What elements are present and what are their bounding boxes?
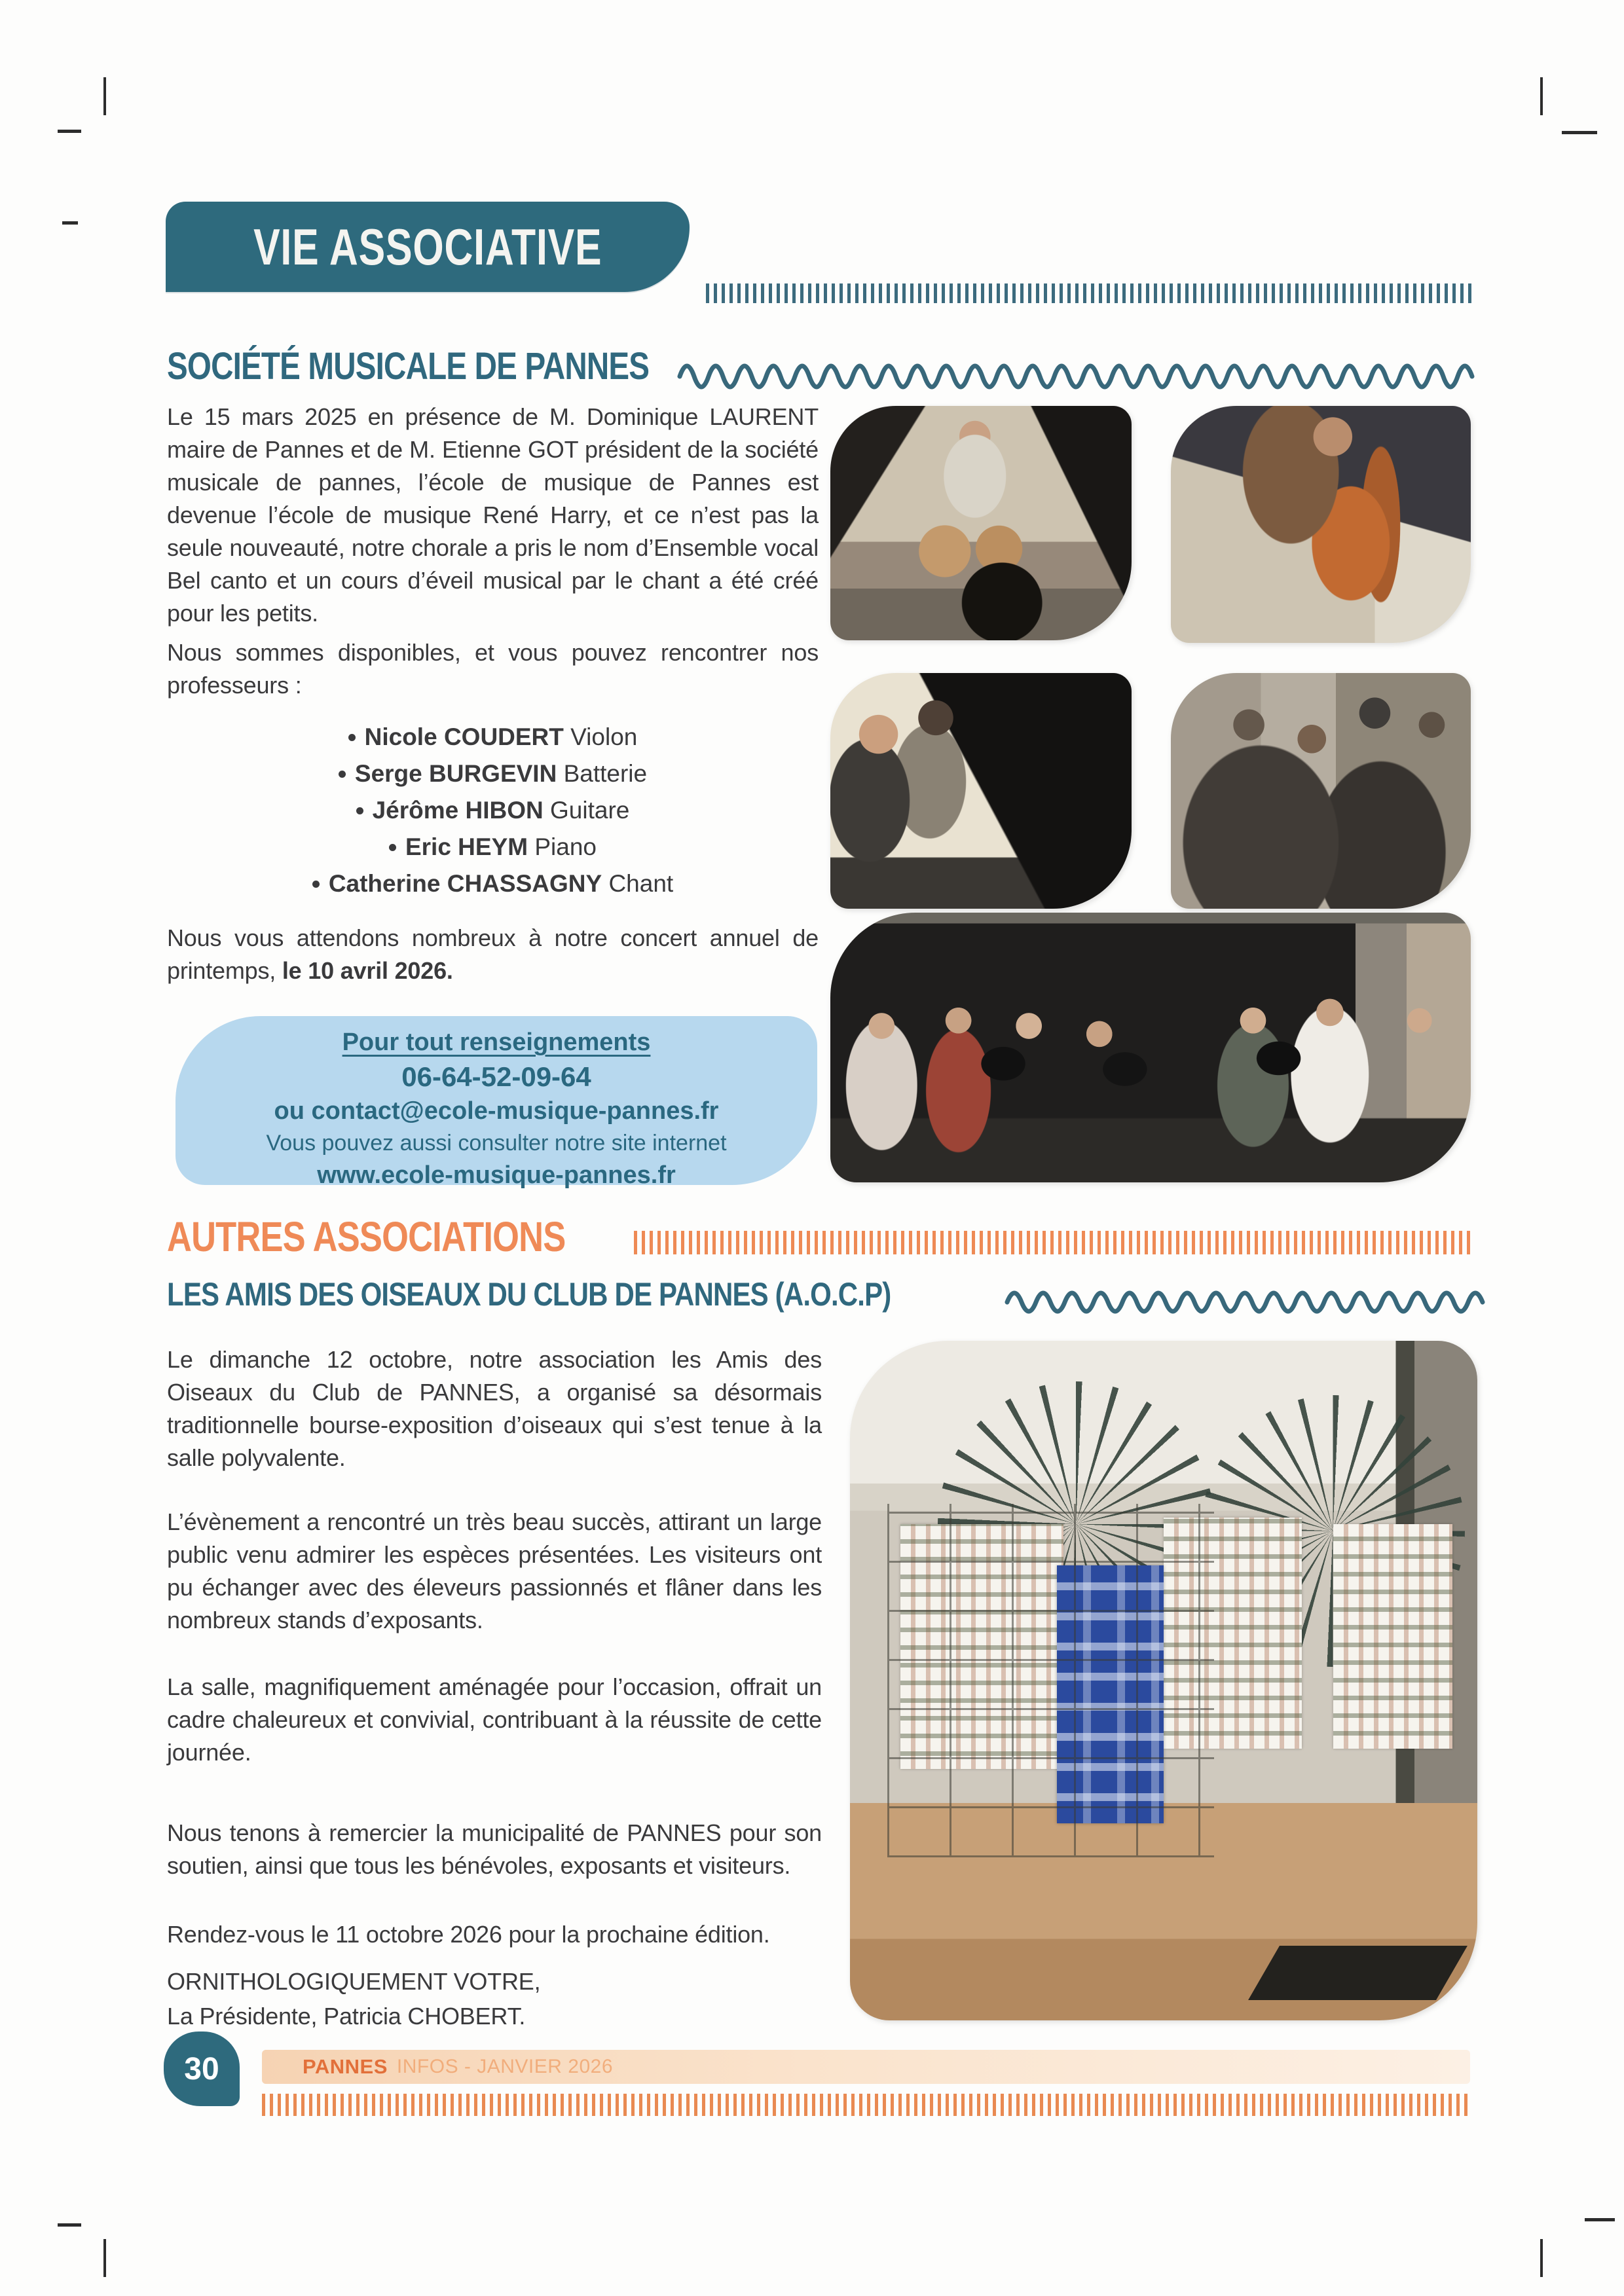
professor-instrument: Piano <box>534 833 597 860</box>
heading-amis-oiseaux-text: LES AMIS DES OISEAUX DU CLUB DE PANNES (A.O.C.P) <box>167 1276 891 1313</box>
oiseaux-paragraph-4: Nous tenons à remercier la municipalité de PANNES pour son soutien, ainsi que tous les bénévoles, exposants et visiteurs. <box>167 1819 822 1879</box>
professor-name: Jérôme HIBON <box>372 797 544 824</box>
photo-piano-lesson <box>830 673 1132 909</box>
heading-autres-associations-text: AUTRES ASSOCIATIONS <box>167 1213 566 1260</box>
bullet-dot-icon <box>339 771 346 778</box>
professor-name: Catherine CHASSAGNY <box>328 870 602 897</box>
professor-instrument: Violon <box>570 723 638 750</box>
crop-mark-top-right-dash <box>1562 131 1597 134</box>
crop-mark-top-left-dash <box>58 130 81 133</box>
musique-paragraph-3 <box>167 922 819 987</box>
professor-instrument: Guitare <box>550 797 630 824</box>
crop-mark-top-right <box>1540 77 1543 115</box>
photo-drum-kit-student <box>830 406 1132 640</box>
list-item <box>167 756 819 792</box>
list-item <box>167 866 819 902</box>
bullet-dot-icon <box>356 807 363 814</box>
professor-name: Serge BURGEVIN <box>354 760 557 787</box>
photo-choir-on-stage <box>830 913 1471 1182</box>
display-rack <box>887 1504 1213 1857</box>
crop-mark-left-dash <box>62 221 78 225</box>
teal-tick-rule <box>706 283 1472 303</box>
crop-mark-top-left <box>103 77 106 115</box>
signature-line-1: ORNITHOLOGIQUEMENT VOTRE, <box>167 1968 541 1995</box>
footer-brand: PANNES <box>303 2055 388 2078</box>
page-number: 30 <box>184 2051 219 2086</box>
heading-autres-associations <box>167 1212 653 1261</box>
footer-tick-rule <box>262 2094 1470 2116</box>
oiseaux-signature <box>167 1964 822 2033</box>
list-item <box>167 829 819 866</box>
oiseaux-paragraph-1: Le dimanche 12 octobre, notre association les Amis des Oiseaux du Club de PANNES, a organisé sa désormais traditionnelle bourse-exposition d’oiseaux qui s’est tenue à la salle polyvalente. <box>167 1346 822 1471</box>
photo-violin-students <box>1171 406 1471 643</box>
floor-mat <box>1248 1946 1467 2000</box>
wavy-rule-oiseaux <box>1005 1282 1470 1305</box>
footer-bar <box>262 2050 1470 2084</box>
concert-date: le 10 avril 2026. <box>282 957 453 984</box>
contact-infobox <box>175 1016 817 1189</box>
crop-mark-bottom-right <box>1540 2239 1543 2277</box>
oiseaux-paragraph-2: L’évènement a rencontré un très beau succès, attirant un large public venu admirer les espèces présentées. Les visiteurs ont pu échanger avec des éleveurs passionnés et flâner dans les nombreux stands d’exposants. <box>167 1508 822 1633</box>
infobox-email: ou contact@ecole-musique-pannes.fr <box>274 1097 719 1125</box>
bullet-dot-icon <box>348 734 356 741</box>
bird-poster <box>1333 1524 1452 1749</box>
signature-line-2: La Présidente, Patricia CHOBERT. <box>167 2003 526 2030</box>
musique-paragraph-2: Nous sommes disponibles, et vous pouvez rencontrer nos professeurs : <box>167 639 819 699</box>
infobox-phone: 06-64-52-09-64 <box>401 1061 591 1092</box>
footer-issue: INFOS - JANVIER 2026 <box>396 2056 614 2077</box>
professors-list <box>167 719 819 902</box>
orange-tick-rule <box>634 1231 1472 1254</box>
heading-societe-musicale-text: SOCIÉTÉ MUSICALE DE PANNES <box>167 345 650 388</box>
photo-music-class-audience <box>1171 673 1471 909</box>
heading-amis-oiseaux <box>167 1275 1029 1313</box>
professor-name: Nicole COUDERT <box>364 723 564 750</box>
page-number-badge <box>164 2032 240 2106</box>
section-banner <box>166 202 690 292</box>
professor-name: Eric HEYM <box>405 833 528 860</box>
heading-societe-musicale <box>167 344 755 388</box>
infobox-note: Vous pouvez aussi consulter notre site internet <box>266 1131 727 1156</box>
oiseaux-paragraph-5: Rendez-vous le 11 octobre 2026 pour la prochaine édition. <box>167 1921 770 1948</box>
list-item <box>167 792 819 829</box>
infobox-website: www.ecole-musique-pannes.fr <box>317 1161 676 1189</box>
professor-instrument: Chant <box>608 870 674 897</box>
bullet-dot-icon <box>312 881 320 888</box>
infobox-title: Pour tout renseignements <box>342 1029 651 1056</box>
oiseaux-paragraph-3: La salle, magnifiquement aménagée pour l’occasion, offrait un cadre chaleureux et convivial, contribuant à la réussite de cette journée. <box>167 1673 822 1766</box>
photo-bird-exposition-hall <box>850 1341 1477 2020</box>
wavy-rule-musicale <box>678 354 1470 380</box>
bullet-dot-icon <box>389 844 396 851</box>
crop-mark-bottom-left <box>103 2239 106 2277</box>
list-item <box>167 719 819 756</box>
professor-instrument: Batterie <box>563 760 648 787</box>
section-banner-title: VIE ASSOCIATIVE <box>253 217 602 276</box>
crop-mark-bottom-left-dash <box>58 2223 81 2227</box>
concert-text: Nous vous attendons nombreux à notre concert annuel de printemps, <box>167 924 819 984</box>
musique-paragraph-1: Le 15 mars 2025 en présence de M. Dominique LAURENT maire de Pannes et de M. Etienne GOT président de la société musicale de pannes, l’école de musique de Pannes est devenue l’école de musique René Harry, et ce n’est pas la seule nouveauté, notre chorale a pris le nom d’Ensemble vocal Bel canto et un cours d’éveil musical par le chant a été créé pour les petits. <box>167 403 819 627</box>
crop-mark-bottom-right-dash <box>1585 2218 1615 2221</box>
